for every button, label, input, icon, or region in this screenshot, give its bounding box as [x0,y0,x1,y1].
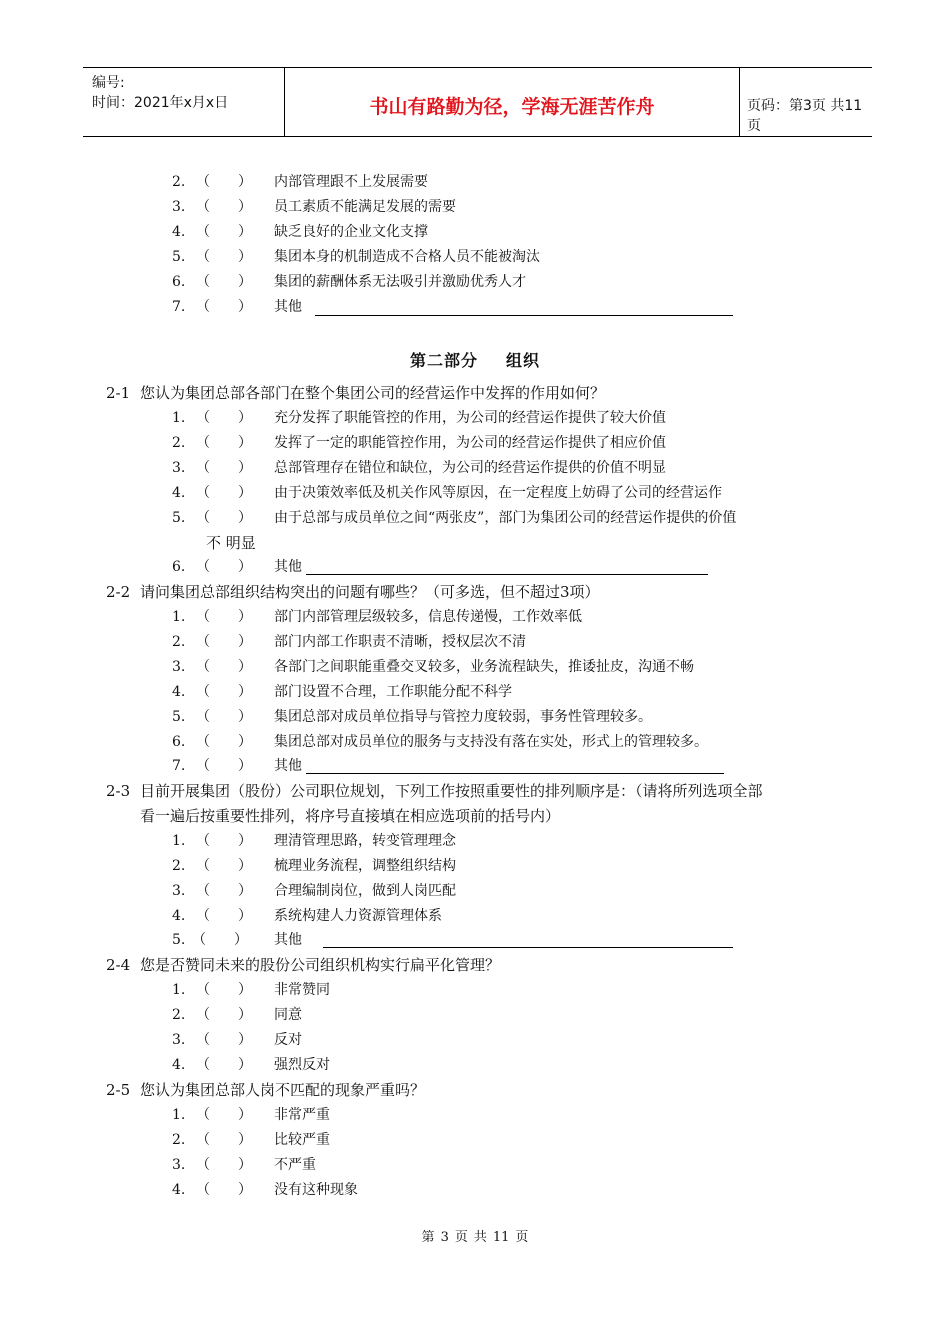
question-text: 您是否赞同未来的股份公司组织机构实行扁平化管理？ [140,956,501,974]
total-pages: 11 [492,1230,510,1245]
page-number: 3 [440,1230,449,1245]
question-text-cont: 看一遍后按重要性排列，将序号直接填在相应选项前的括号内） [140,807,561,825]
header-motto-cell [284,68,740,136]
option-text: 集团的薪酬体系无法吸引并激励优秀人才 [274,274,526,290]
question-2-4: 2-4 您是否赞同未来的股份公司组织机构实行扁平化管理？ [106,956,501,974]
header-page-cell [739,68,872,136]
question-2-1: 2-1 您认为集团总部各部门在整个集团公司的经营运作中发挥的作用如何？ [106,384,606,402]
question-text: 目前开展集团（股份）公司职位规划，下列工作按照重要性的排列顺序是：（请将所列选项全部 [140,782,763,800]
option-text: 集团本身的机制造成不合格人员不能被淘汰 [274,249,540,265]
motto: 书山有路勤为径，学海无涯苦作舟 [369,96,655,118]
option-text: 缺乏良好的企业文化支撑 [274,224,428,240]
page-label: 页码：第3页 共11页 [747,98,863,134]
fill-in-blank[interactable] [315,315,733,316]
time-label: 时间：2021年x月x日 [92,95,229,111]
question-2-2: 2-2 请问集团总部组织结构突出的问题有哪些？（可多选，但不超过3项） [106,583,600,601]
option-text: 其他 [274,299,302,315]
option-text: 员工素质不能满足发展的需要 [274,199,456,215]
question-text: 请问集团总部组织结构突出的问题有哪些？（可多选，但不超过3项） [140,583,600,601]
fill-in-blank[interactable] [306,773,724,774]
section-title: 第二部分 组织 [409,351,541,370]
question-2-5: 2-5 您认为集团总部人岗不匹配的现象严重吗？ [106,1081,426,1099]
page-footer: 第 3 页 共 11 页 [421,1230,529,1245]
option-wrap-text: 不 明显 [206,534,256,552]
fill-in-blank[interactable] [323,947,733,948]
question-text: 您认为集团总部人岗不匹配的现象严重吗？ [140,1081,426,1099]
question-text: 您认为集团总部各部门在整个集团公司的经营运作中发挥的作用如何？ [140,384,606,402]
page-header [83,67,872,137]
option-text: 内部管理跟不上发展需要 [274,174,428,190]
serial-label: 编号: [92,75,125,91]
fill-in-blank[interactable] [306,574,708,575]
question-2-3: 2-3 目前开展集团（股份）公司职位规划，下列工作按照重要性的排列顺序是：（请将所列选项全部 [106,782,763,800]
header-meta-cell [83,68,284,136]
